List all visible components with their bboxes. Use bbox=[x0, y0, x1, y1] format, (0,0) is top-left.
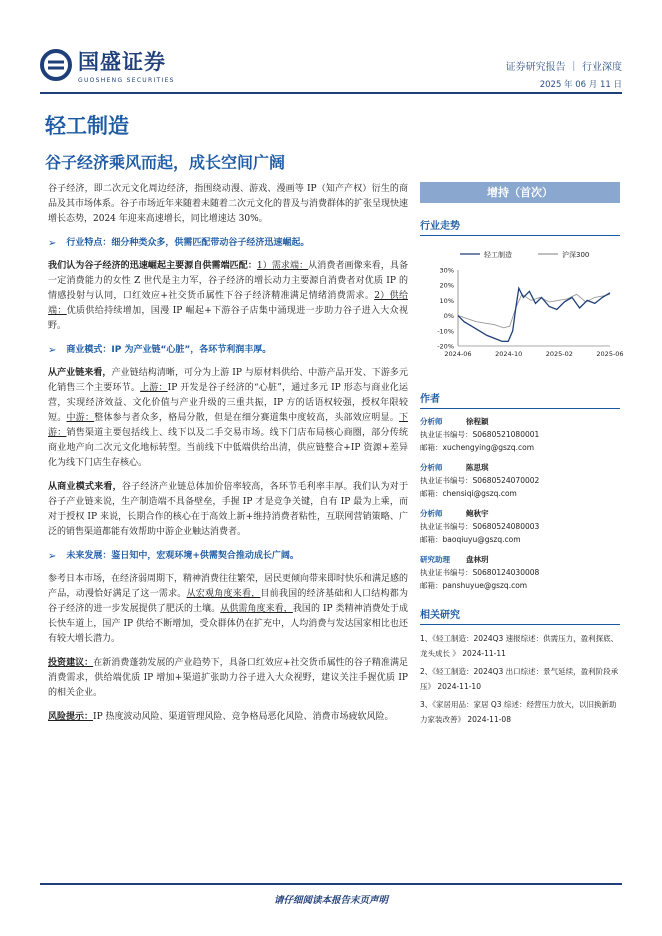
paragraph-investment: 投资建议：在新消费蓬勃发展的产业趋势下，具备口红效应+社交货币属性的谷子精准满足消费需求，供给端优质 IP 增加+渠道扩张助力谷子进入大众视野，建议关注手握优质 IP 的相关企业。 bbox=[48, 658, 408, 698]
mail-label: 邮箱： bbox=[420, 535, 443, 544]
author-name: 陈思琪 bbox=[466, 463, 489, 472]
related-report-link[interactable]: 1、《轻工制造：2024Q3 速报综述：供需压力，盈利探底、龙头成长 》 2024-11-11 bbox=[420, 634, 619, 658]
y-tick-label: -20% bbox=[437, 342, 454, 351]
top-divider bbox=[40, 92, 622, 94]
mail-label: 邮箱： bbox=[420, 443, 443, 452]
mail-label: 邮箱： bbox=[420, 489, 443, 498]
arrow-icon: ➢ bbox=[48, 238, 57, 249]
y-tick-label: -10% bbox=[437, 327, 454, 336]
related-heading: 相关研究 bbox=[420, 606, 620, 625]
y-tick-label: 0% bbox=[443, 312, 454, 321]
cert-label: 执业证书编号： bbox=[420, 568, 473, 577]
legend-label: 轻工制造 bbox=[484, 251, 512, 259]
author-email[interactable]: baoqiuyu@gszq.com bbox=[442, 535, 521, 544]
mail-label: 邮箱： bbox=[420, 581, 443, 590]
bottom-divider bbox=[40, 883, 622, 885]
cert-label: 执业证书编号： bbox=[420, 476, 473, 485]
cert-number: S0680524080003 bbox=[472, 522, 540, 531]
authors-heading: 作者 bbox=[420, 390, 620, 409]
footer-disclaimer: 请仔细阅读本报告末页声明 bbox=[273, 895, 388, 906]
company-logo bbox=[40, 46, 175, 84]
arrow-icon: ➢ bbox=[48, 551, 57, 562]
related-report-link[interactable]: 3、《家居用品：家居 Q3 综述：经营压力放大，以旧换新助力家装改善》 2024-11-08 bbox=[420, 700, 617, 724]
author-entry bbox=[420, 415, 620, 454]
related-list bbox=[420, 631, 620, 727]
cert-label: 执业证书编号： bbox=[420, 522, 473, 531]
cert-number: S0680124030008 bbox=[472, 568, 540, 577]
report-type: 证券研究报告 ｜ 行业深度 bbox=[505, 62, 622, 73]
paragraph-risk: 风险提示：IP 热度波动风险、渠道管理风险、竞争格局恶化风险、消费市场疲软风险。 bbox=[48, 712, 394, 722]
author-name: 徐程颖 bbox=[466, 417, 489, 426]
x-tick-label: 2025-06 bbox=[596, 350, 624, 358]
x-tick-label: 2024-10 bbox=[495, 350, 523, 358]
related-report-link[interactable]: 2、《轻工制造：2024Q3 出口综述：景气延续，盈利阶段承压》 2024-11-10 bbox=[420, 667, 619, 691]
logo-chinese: 国盛证券 bbox=[78, 49, 166, 74]
author-entry bbox=[420, 507, 620, 546]
trend-chart bbox=[420, 242, 624, 372]
author-role: 分析师 bbox=[420, 463, 443, 472]
section-heading-1: ➢ 行业特点：细分种类众多，供需匹配带动谷子经济迅速崛起。 bbox=[48, 238, 310, 249]
report-date: 2025 年 06 月 11 日 bbox=[539, 80, 622, 90]
industry-title: 轻工制造 bbox=[45, 113, 129, 138]
logo-english: GUOSHENG SECURITIES bbox=[78, 77, 175, 84]
arrow-icon: ➢ bbox=[48, 345, 57, 356]
author-role: 分析师 bbox=[420, 417, 443, 426]
paragraph-business-model: 从商业模式来看，谷子经济产业链总体加价倍率较高，各环节毛利率丰厚。我们认为对于谷子产业链来说，生产制造端不具备壁垒，手握 IP 才是竞争关键，自有 IP 最为上乘，而对于授权 IP 来说，长期合作的核心在于高效上新+维持消费者粘性，互联网营销策略、广泛的销售渠道都能有效帮助中游企业触达消费者。 bbox=[48, 482, 408, 537]
author-email[interactable]: panshuyue@gszq.com bbox=[442, 581, 528, 590]
author-name: 盘林玥 bbox=[466, 555, 489, 564]
trend-heading: 行业走势 bbox=[420, 217, 620, 236]
paragraph-industry-chain: 从产业链来看，产业链结构清晰，可分为上游 IP 与原材料供给、中游产品开发、下游多元化销售三个主要环节。上游：IP 开发是谷子经济的“心脏”，通过多元 IP 形态与商业化运营，实现经济效益、文化价值与产业升级的三重共振，IP 方的话语权较强，授权年限较短。中游：整体参与者众多，格局分散，但是在细分赛道集中度较高，头部效应明显。下游：销售渠道主要包括线上、线下以及二手交易市场。线下门店布局核心商圈，部分传统商业地产向二次元文化地标转型。当前线下中低端供给出清，供应链整合+IP 资源+差异化为线下门店生存核心。 bbox=[48, 368, 408, 468]
x-tick-label: 2024-06 bbox=[444, 350, 472, 358]
paragraph-future: 参考日本市场，在经济弱周期下，精神消费往往繁荣，居民更倾向带来即时快乐和满足感的产品，动漫恰好满足了这一需求。从宏观角度来看，目前我国的经济基础和人口结构都为谷子经济的进一步发展提供了肥沃的土壤。从供需角度来看，我国的 IP 类精神消费处于成长快车道上，国产 IP 供给不断增加，受众群体仍在扩充中，人均消费与发达国家相比也还有较大增长潜力。 bbox=[48, 574, 409, 644]
y-tick-label: 10% bbox=[439, 296, 454, 305]
section-heading-3: ➢ 未来发展：鉴日知中，宏观环境+供需契合推动成长广阔。 bbox=[48, 551, 299, 562]
x-tick-label: 2025-02 bbox=[545, 350, 573, 358]
main-body bbox=[48, 182, 408, 734]
author-email[interactable]: xuchengying@gszq.com bbox=[442, 443, 535, 452]
cert-label: 执业证书编号： bbox=[420, 430, 473, 439]
company-logo-icon bbox=[40, 49, 72, 81]
author-email[interactable]: chensiqi@gszq.com bbox=[442, 489, 517, 498]
y-tick-label: 20% bbox=[439, 281, 454, 290]
section-heading-2: ➢ 商业模式：IP 为产业链“心脏”，各环节利润丰厚。 bbox=[48, 345, 272, 356]
author-entry bbox=[420, 461, 620, 500]
author-role: 研究助理 bbox=[420, 555, 450, 564]
report-title: 谷子经济乘风而起，成长空间广阔 bbox=[45, 153, 286, 172]
sidebar bbox=[420, 182, 624, 730]
series-line-轻工制造 bbox=[458, 288, 610, 341]
legend-label: 沪深300 bbox=[562, 251, 590, 259]
intro-paragraph: 谷子经济，即二次元文化周边经济，指围绕动漫、游戏、漫画等 IP（知产产权）衍生的商品及其市场体系。谷子市场近年来随着未随着二次元文化的普及与消费群体的扩张呈现快速增长态势，2024 年迎来高速增长，同比增速达 30%。 bbox=[48, 184, 409, 224]
paragraph-supply-demand: 我们认为谷子经济的迅速崛起主要源自供需端匹配：1）需求端：从消费者画像来看，具备一定消费能力的女性 Z 世代是主力军，谷子经济的增长动力主要源自消费者对优质 IP 的情感投射与认同，口红效应+社交货币属性下谷子经济精准满足情绪消费需求。2）供给端：优质供给持续增加，国漫 IP 崛起+下游谷子店集中涌现进一步助力谷子进入大众视野。 bbox=[48, 261, 408, 331]
author-role: 分析师 bbox=[420, 509, 443, 518]
author-entry bbox=[420, 553, 620, 592]
y-tick-label: 30% bbox=[439, 266, 454, 275]
author-name: 鲍秋宇 bbox=[466, 509, 489, 518]
authors-list bbox=[420, 415, 620, 592]
cert-number: S0680524070002 bbox=[472, 476, 540, 485]
rating-badge: 增持（首次） bbox=[420, 182, 620, 203]
cert-number: S0680521080001 bbox=[472, 430, 540, 439]
